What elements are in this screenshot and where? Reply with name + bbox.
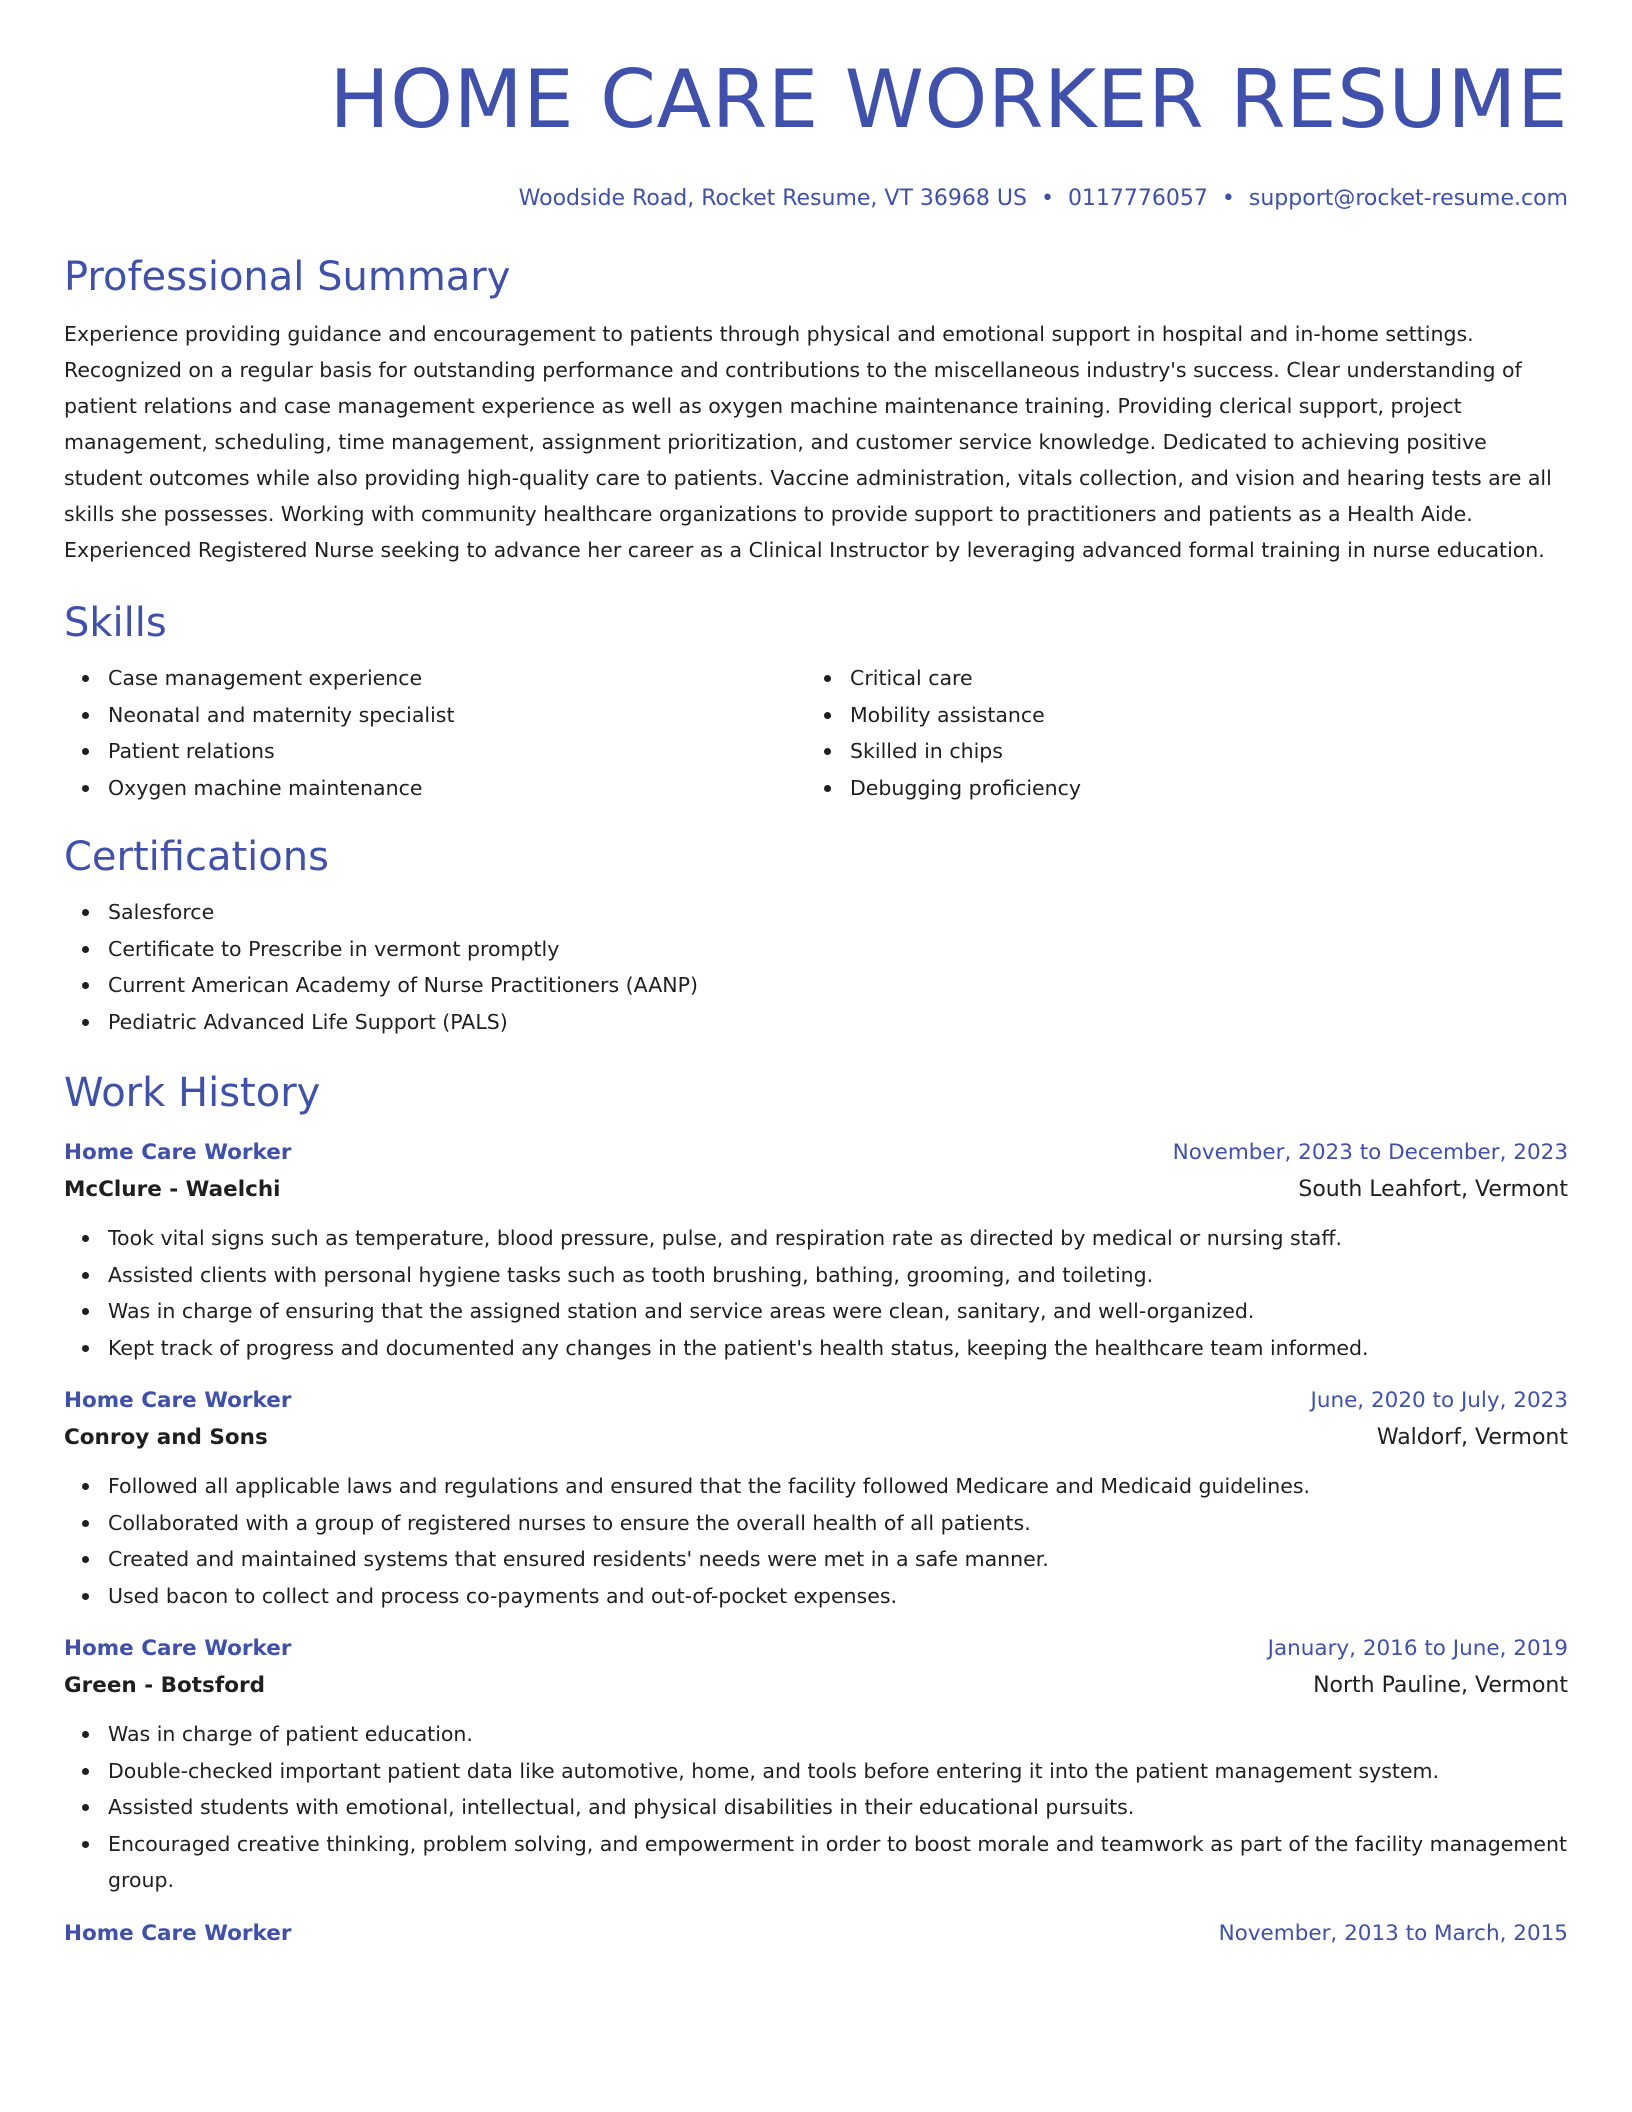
contact-separator: • xyxy=(1221,186,1235,211)
job-duty: Assisted clients with personal hygiene tasks such as tooth brushing, bathing, grooming, and toileting. xyxy=(64,1257,1568,1294)
certification-item: Current American Academy of Nurse Practitioners (AANP) xyxy=(64,967,1568,1004)
job-company: Green - Botsford xyxy=(64,1673,265,1698)
resume-title: HOME CARE WORKER RESUME xyxy=(329,53,1568,146)
job-duty: Followed all applicable laws and regulations and ensured that the facility followed Medicare and Medicaid guidelines. xyxy=(64,1468,1568,1505)
job-duty: Kept track of progress and documented any changes in the patient's health status, keeping the healthcare team informed. xyxy=(64,1330,1568,1367)
job-dates: November, 2023 to December, 2023 xyxy=(1172,1140,1568,1165)
job-title: Home Care Worker xyxy=(64,1920,292,1946)
job-duty: Used bacon to collect and process co-payments and out-of-pocket expenses. xyxy=(64,1578,1568,1615)
skills-list xyxy=(64,660,1568,806)
skill-item: Patient relations xyxy=(64,733,806,770)
job-title: Home Care Worker xyxy=(64,1636,292,1661)
job-entry xyxy=(64,1384,1568,1614)
job-duties xyxy=(64,1716,1568,1899)
job-duties xyxy=(64,1468,1568,1614)
certifications-list xyxy=(64,894,1568,1040)
summary-text: Experience providing guidance and encouragement to patients through physical and emotional support in hospital and in-home settings. Recognized on a regular basis for outstanding performance and contributions to the miscellaneous industry's success. Clear understanding of patient relations and case management experience as well as oxygen machine maintenance training. Providing clerical support, project management, scheduling, time management, assignment prioritization, and customer service knowledge. Dedicated to achieving positive student outcomes while also providing high-quality care to patients. Vaccine administration, vitals collection, and vision and hearing tests are all skills she possesses. Working with community healthcare organizations to provide support to practitioners and patients as a Health Aide. Experienced Registered Nurse seeking to advance her career as a Clinical Instructor by leveraging advanced formal training in nurse education. xyxy=(64,322,1552,562)
skill-item: Critical care xyxy=(806,660,1548,697)
contact-email: support@rocket-resume.com xyxy=(1248,186,1568,211)
job-duty: Was in charge of ensuring that the assigned station and service areas were clean, sanitary, and well-organized. xyxy=(64,1293,1568,1330)
skill-item: Case management experience xyxy=(64,660,806,697)
certification-item: Certificate to Prescribe in vermont promptly xyxy=(64,931,1568,968)
certification-item: Pediatric Advanced Life Support (PALS) xyxy=(64,1004,1568,1041)
job-duty: Collaborated with a group of registered nurses to ensure the overall health of all patients. xyxy=(64,1505,1568,1542)
skill-item: Oxygen machine maintenance xyxy=(64,770,806,807)
skill-item: Neonatal and maternity specialist xyxy=(64,697,806,734)
job-duty: Encouraged creative thinking, problem solving, and empowerment in order to boost morale and teamwork as part of the facility management group. xyxy=(64,1826,1568,1899)
contact-separator: • xyxy=(1040,186,1054,211)
contact-phone: 0117776057 xyxy=(1067,186,1208,211)
job-dates: June, 2020 to July, 2023 xyxy=(1310,1388,1568,1413)
job-duty: Double-checked important patient data like automotive, home, and tools before entering it into the patient management system. xyxy=(64,1753,1568,1790)
work-history-heading: Work History xyxy=(64,1070,321,1116)
skill-item: Mobility assistance xyxy=(806,697,1548,734)
job-duties xyxy=(64,1220,1568,1366)
job-entry xyxy=(64,1917,1568,1951)
job-duty: Created and maintained systems that ensured residents' needs were met in a safe manner. xyxy=(64,1541,1568,1578)
contact-address: Woodside Road, Rocket Resume, VT 36968 US xyxy=(518,186,1027,211)
job-duty: Assisted students with emotional, intellectual, and physical disabilities in their educational pursuits. xyxy=(64,1789,1568,1826)
contact-line xyxy=(64,184,1568,214)
summary-heading: Professional Summary xyxy=(64,254,511,300)
job-duty: Took vital signs such as temperature, blood pressure, pulse, and respiration rate as directed by medical or nursing staff. xyxy=(64,1220,1568,1257)
skill-item: Skilled in chips xyxy=(806,733,1548,770)
job-company: Conroy and Sons xyxy=(64,1425,268,1450)
skills-column-right xyxy=(806,660,1548,806)
job-title: Home Care Worker xyxy=(64,1388,292,1413)
job-company: McClure - Waelchi xyxy=(64,1177,281,1202)
skills-heading: Skills xyxy=(64,600,167,646)
skill-item: Debugging proficiency xyxy=(806,770,1548,807)
job-entry xyxy=(64,1632,1568,1899)
job-location: Waldorf, Vermont xyxy=(1376,1425,1568,1450)
job-title: Home Care Worker xyxy=(64,1140,292,1165)
job-dates: January, 2016 to June, 2019 xyxy=(1267,1636,1568,1661)
job-entry xyxy=(64,1136,1568,1366)
job-location: South Leahfort, Vermont xyxy=(1298,1177,1568,1202)
job-duty: Was in charge of patient education. xyxy=(64,1716,1568,1753)
job-location: North Pauline, Vermont xyxy=(1313,1673,1568,1698)
skills-column-left xyxy=(64,660,806,806)
certification-item: Salesforce xyxy=(64,894,1568,931)
job-dates: November, 2013 to March, 2015 xyxy=(1218,1920,1568,1946)
certifications-heading: Certifications xyxy=(64,834,329,880)
